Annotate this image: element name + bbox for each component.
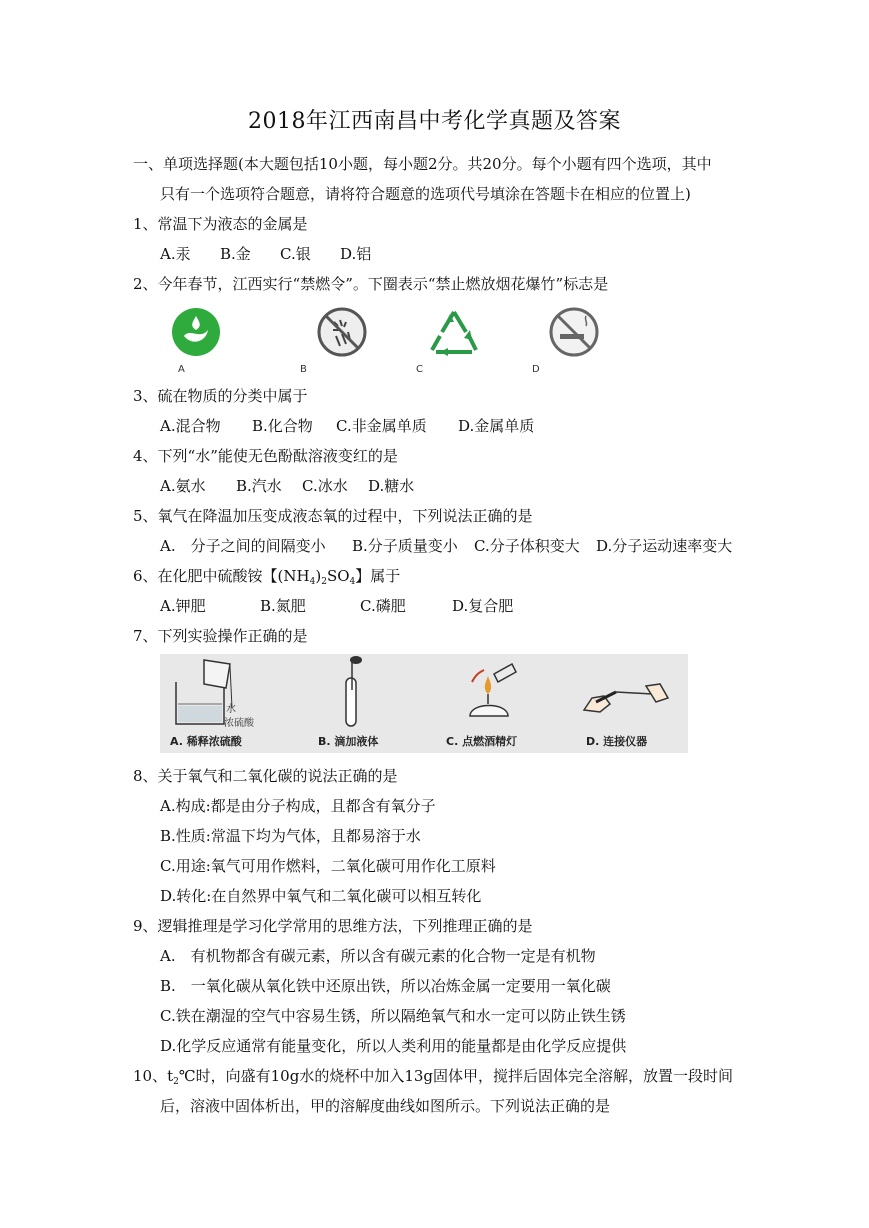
q4-option-d: D.糖水 (368, 477, 415, 495)
dropper-icon (292, 654, 424, 734)
recycle-icon (428, 308, 480, 358)
q8-option-c: C.用途:氧气可用作燃料，二氧化碳可用作化工原料 (160, 857, 496, 875)
lab-caption-b: B. 滴加液体 (318, 735, 379, 748)
lab-item-b (292, 654, 424, 753)
q1-option-d: D.铝 (340, 245, 372, 263)
q5-option-c: C.分子体积变大 (474, 537, 580, 555)
q2-label-c: C (416, 364, 423, 375)
q5-options (160, 536, 732, 556)
q3-option-a: A.混合物 (160, 417, 221, 435)
q5-option-b: B.分子质量变小 (352, 537, 458, 555)
lab-item-a (160, 654, 292, 753)
q1-stem: 1、常温下为液态的金属是 (133, 215, 308, 233)
q5-option-a: A. 分子之间的间隔变小 (160, 537, 326, 555)
q6-option-a: A.钾肥 (160, 597, 206, 615)
q6-option-b: B.氮肥 (260, 597, 306, 615)
q2-label-d: D (532, 364, 540, 375)
lab-caption-d: D. 连接仪器 (586, 735, 648, 748)
q7-lab-figure (160, 654, 688, 753)
q2-signs (160, 306, 620, 378)
q8-option-a: A.构成:都是由分子构成，且都含有氧分子 (160, 797, 436, 815)
lab-caption-c: C. 点燃酒精灯 (446, 735, 518, 748)
q9-option-c: C.铁在潮湿的空气中容易生锈，所以隔绝氧气和水一定可以防止铁生锈 (160, 1007, 626, 1025)
q3-option-c: C.非金属单质 (336, 417, 427, 435)
q6-option-d: D.复合肥 (452, 597, 514, 615)
connect-apparatus-icon (556, 654, 688, 734)
lab-item-d (556, 654, 688, 753)
q9-stem: 9、逻辑推理是学习化学常用的思维方法，下列推理正确的是 (133, 917, 533, 935)
q2-stem: 2、今年春节，江西实行“禁燃令”。下圈表示“禁止燃放烟花爆竹”标志是 (133, 275, 609, 293)
page-title: 2018年江西南昌中考化学真题及答案 (248, 109, 621, 134)
q1-options (160, 244, 371, 264)
q1-option-b: B.金 (220, 245, 251, 263)
q3-options (160, 416, 534, 436)
q9-option-b: B. 一氧化碳从氧化铁中还原出铁，所以冶炼金属一定要用一氧化碳 (160, 977, 611, 995)
section-heading-line2: 只有一个选项符合题意，请将符合题意的选项代号填涂在答题卡在相应的位置上) (160, 185, 691, 203)
water-saving-icon (170, 306, 222, 358)
q4-option-b: B.汽水 (236, 477, 282, 495)
q10-stem-line1: 10、$t_2℃$时，向盛有10g水的烧杯中加入13g固体甲，搅拌后固体完全溶解，放置一段时间 (133, 1067, 734, 1087)
no-smoking-icon (548, 306, 600, 358)
q8-stem: 8、关于氧气和二氧化碳的说法正确的是 (133, 767, 398, 785)
section-heading-line1: 一、单项选择题(本大题包括10小题，每小题2分。共20分。每个小题有四个选项，其中 (133, 155, 712, 173)
q4-option-a: A.氨水 (160, 477, 206, 495)
q4-options (160, 476, 414, 496)
q3-stem: 3、硫在物质的分类中属于 (133, 387, 308, 405)
q9-option-d: D.化学反应通常有能量变化，所以人类利用的能量都是由化学反应提供 (160, 1037, 627, 1055)
lab-item-c (424, 654, 556, 753)
no-fireworks-icon (316, 306, 368, 358)
q6-stem: 6、在化肥中硫酸铵【$(NH_4)_2SO_4$】属于 (133, 567, 401, 587)
q5-option-d: D.分子运动速率变大 (596, 537, 733, 555)
q7-stem: 7、下列实验操作正确的是 (133, 627, 308, 645)
q2-label-b: B (300, 364, 307, 375)
beaker-label-acid: 浓硫酸 (224, 718, 254, 729)
q3-option-b: B.化合物 (252, 417, 313, 435)
q1-option-a: A.汞 (160, 245, 191, 263)
q6-options (160, 596, 513, 616)
alcohol-lamp-icon (424, 654, 556, 734)
q8-option-d: D.转化:在自然界中氧气和二氧化碳可以相互转化 (160, 887, 482, 905)
q5-stem: 5、氧气在降温加压变成液态氧的过程中，下列说法正确的是 (133, 507, 533, 525)
q2-label-a: A (178, 364, 185, 375)
q4-option-c: C.冰水 (302, 477, 348, 495)
q9-option-a: A. 有机物都含有碳元素，所以含有碳元素的化合物一定是有机物 (160, 947, 596, 965)
q6-option-c: C.磷肥 (360, 597, 406, 615)
q8-option-b: B.性质:常温下均为气体，且都易溶于水 (160, 827, 421, 845)
lab-caption-a: A. 稀释浓硫酸 (170, 735, 242, 748)
q4-stem: 4、下列“水”能使无色酚酞溶液变红的是 (133, 447, 398, 465)
q3-option-d: D.金属单质 (458, 417, 535, 435)
q10-stem-line2: 后，溶液中固体析出，甲的溶解度曲线如图所示。下列说法正确的是 (160, 1097, 611, 1115)
q1-option-c: C.银 (280, 245, 311, 263)
beaker-label-water: 水 (226, 704, 236, 715)
